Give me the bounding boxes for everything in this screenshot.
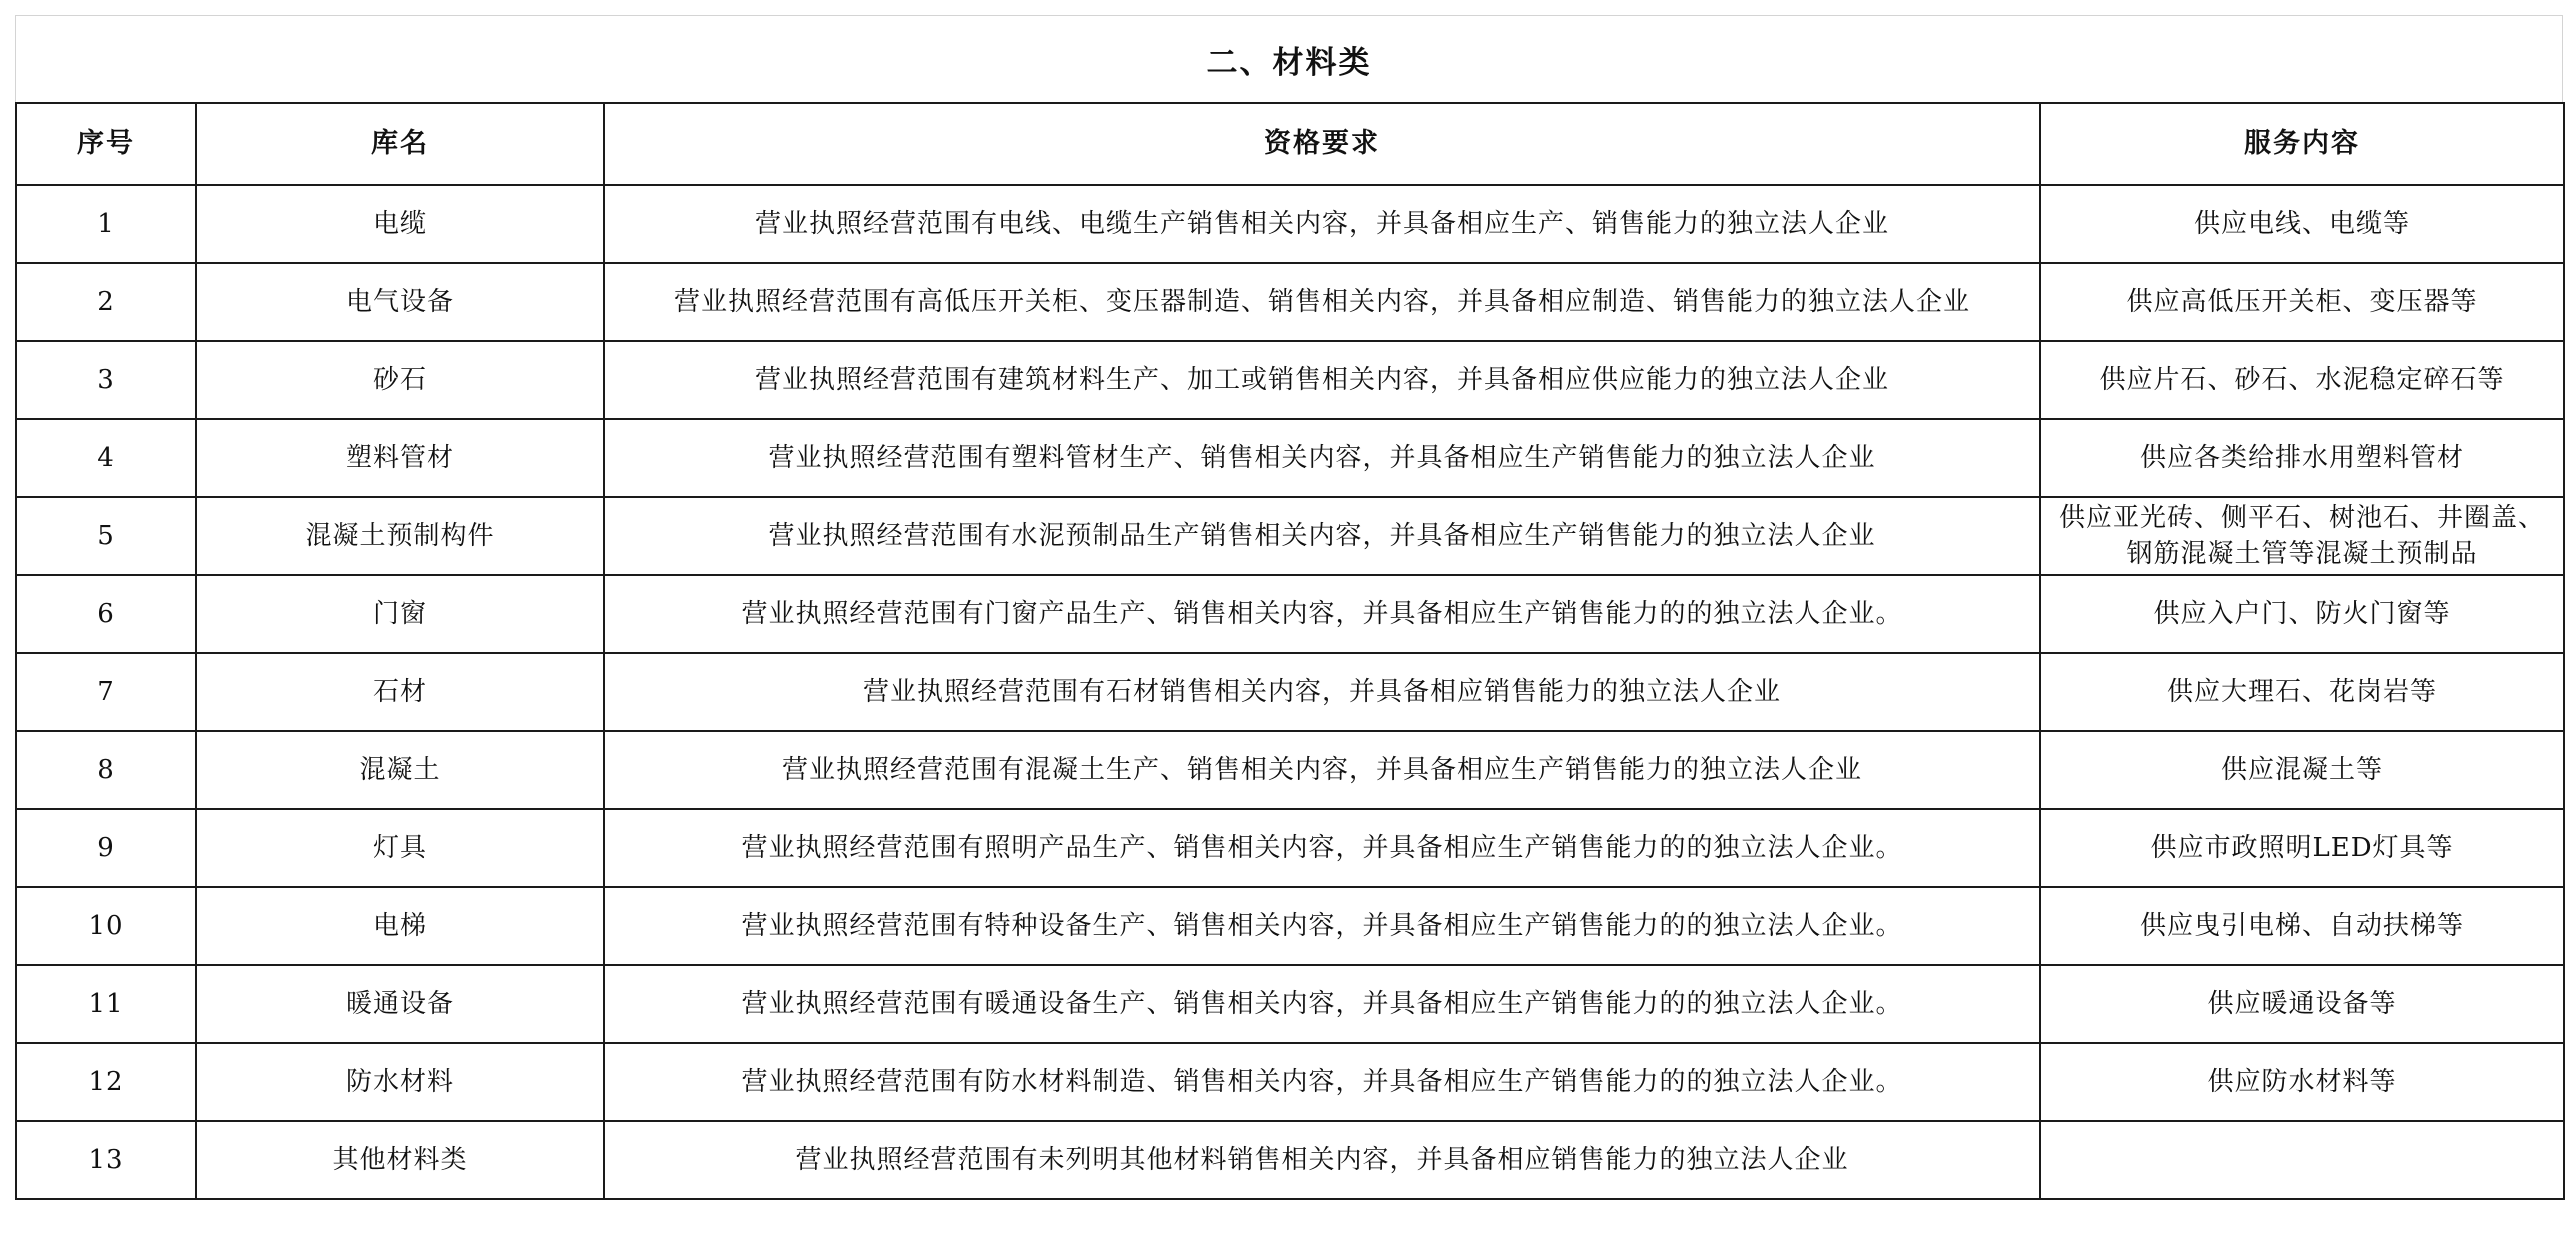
cell-name: 砂石 [196,341,604,419]
table-row [16,419,2564,497]
table-row [16,497,2564,575]
cell-name: 灯具 [196,809,604,887]
table-row [16,653,2564,731]
cell-service: 供应曳引电梯、自动扶梯等 [2040,887,2564,965]
cell-service: 供应防水材料等 [2040,1043,2564,1121]
cell-qualification: 营业执照经营范围有暖通设备生产、销售相关内容，并具备相应生产销售能力的的独立法人企业。 [604,965,2040,1043]
header-name: 库名 [196,103,604,185]
cell-service: 供应各类给排水用塑料管材 [2040,419,2564,497]
cell-index: 11 [16,965,196,1043]
cell-name: 混凝土 [196,731,604,809]
cell-qualification: 营业执照经营范围有塑料管材生产、销售相关内容，并具备相应生产销售能力的独立法人企业 [604,419,2040,497]
cell-service: 供应高低压开关柜、变压器等 [2040,263,2564,341]
table-body [16,185,2564,1199]
table-row [16,809,2564,887]
materials-table [15,102,2565,1200]
cell-index: 7 [16,653,196,731]
cell-qualification: 营业执照经营范围有石材销售相关内容，并具备相应销售能力的独立法人企业 [604,653,2040,731]
cell-index: 10 [16,887,196,965]
cell-name: 暖通设备 [196,965,604,1043]
cell-qualification: 营业执照经营范围有电线、电缆生产销售相关内容，并具备相应生产、销售能力的独立法人企业 [604,185,2040,263]
cell-qualification: 营业执照经营范围有门窗产品生产、销售相关内容，并具备相应生产销售能力的的独立法人企业。 [604,575,2040,653]
cell-service: 供应市政照明LED灯具等 [2040,809,2564,887]
cell-index: 13 [16,1121,196,1199]
cell-service: 供应电线、电缆等 [2040,185,2564,263]
table-row [16,185,2564,263]
cell-name: 电气设备 [196,263,604,341]
cell-index: 8 [16,731,196,809]
cell-index: 5 [16,497,196,575]
cell-service: 供应片石、砂石、水泥稳定碎石等 [2040,341,2564,419]
header-qualification: 资格要求 [604,103,2040,185]
cell-qualification: 营业执照经营范围有建筑材料生产、加工或销售相关内容，并具备相应供应能力的独立法人企业 [604,341,2040,419]
cell-name: 石材 [196,653,604,731]
cell-qualification: 营业执照经营范围有照明产品生产、销售相关内容，并具备相应生产销售能力的的独立法人企业。 [604,809,2040,887]
cell-name: 其他材料类 [196,1121,604,1199]
cell-name: 塑料管材 [196,419,604,497]
cell-service: 供应暖通设备等 [2040,965,2564,1043]
cell-service [2040,1121,2564,1199]
cell-index: 6 [16,575,196,653]
table-row [16,731,2564,809]
table-row [16,887,2564,965]
cell-qualification: 营业执照经营范围有水泥预制品生产销售相关内容，并具备相应生产销售能力的独立法人企业 [604,497,2040,575]
cell-qualification: 营业执照经营范围有混凝土生产、销售相关内容，并具备相应生产销售能力的独立法人企业 [604,731,2040,809]
table-row [16,1043,2564,1121]
materials-sheet [15,15,2563,1200]
cell-index: 1 [16,185,196,263]
cell-name: 门窗 [196,575,604,653]
table-row [16,263,2564,341]
cell-qualification: 营业执照经营范围有防水材料制造、销售相关内容，并具备相应生产销售能力的的独立法人企业。 [604,1043,2040,1121]
header-row [16,103,2564,185]
cell-index: 4 [16,419,196,497]
cell-service: 供应大理石、花岗岩等 [2040,653,2564,731]
table-row [16,1121,2564,1199]
cell-qualification: 营业执照经营范围有高低压开关柜、变压器制造、销售相关内容，并具备相应制造、销售能力的独立法人企业 [604,263,2040,341]
cell-service: 供应亚光砖、侧平石、树池石、井圈盖、钢筋混凝土管等混凝土预制品 [2040,497,2564,575]
table-row [16,965,2564,1043]
cell-qualification: 营业执照经营范围有未列明其他材料销售相关内容，并具备相应销售能力的独立法人企业 [604,1121,2040,1199]
cell-index: 2 [16,263,196,341]
cell-index: 3 [16,341,196,419]
cell-name: 电梯 [196,887,604,965]
cell-name: 混凝土预制构件 [196,497,604,575]
cell-qualification: 营业执照经营范围有特种设备生产、销售相关内容，并具备相应生产销售能力的的独立法人企业。 [604,887,2040,965]
table-row [16,341,2564,419]
cell-name: 防水材料 [196,1043,604,1121]
cell-service: 供应入户门、防火门窗等 [2040,575,2564,653]
cell-index: 9 [16,809,196,887]
header-service: 服务内容 [2040,103,2564,185]
sheet-title: 二、材料类 [15,15,2563,102]
table-row [16,575,2564,653]
header-index: 序号 [16,103,196,185]
cell-name: 电缆 [196,185,604,263]
cell-service: 供应混凝土等 [2040,731,2564,809]
cell-index: 12 [16,1043,196,1121]
